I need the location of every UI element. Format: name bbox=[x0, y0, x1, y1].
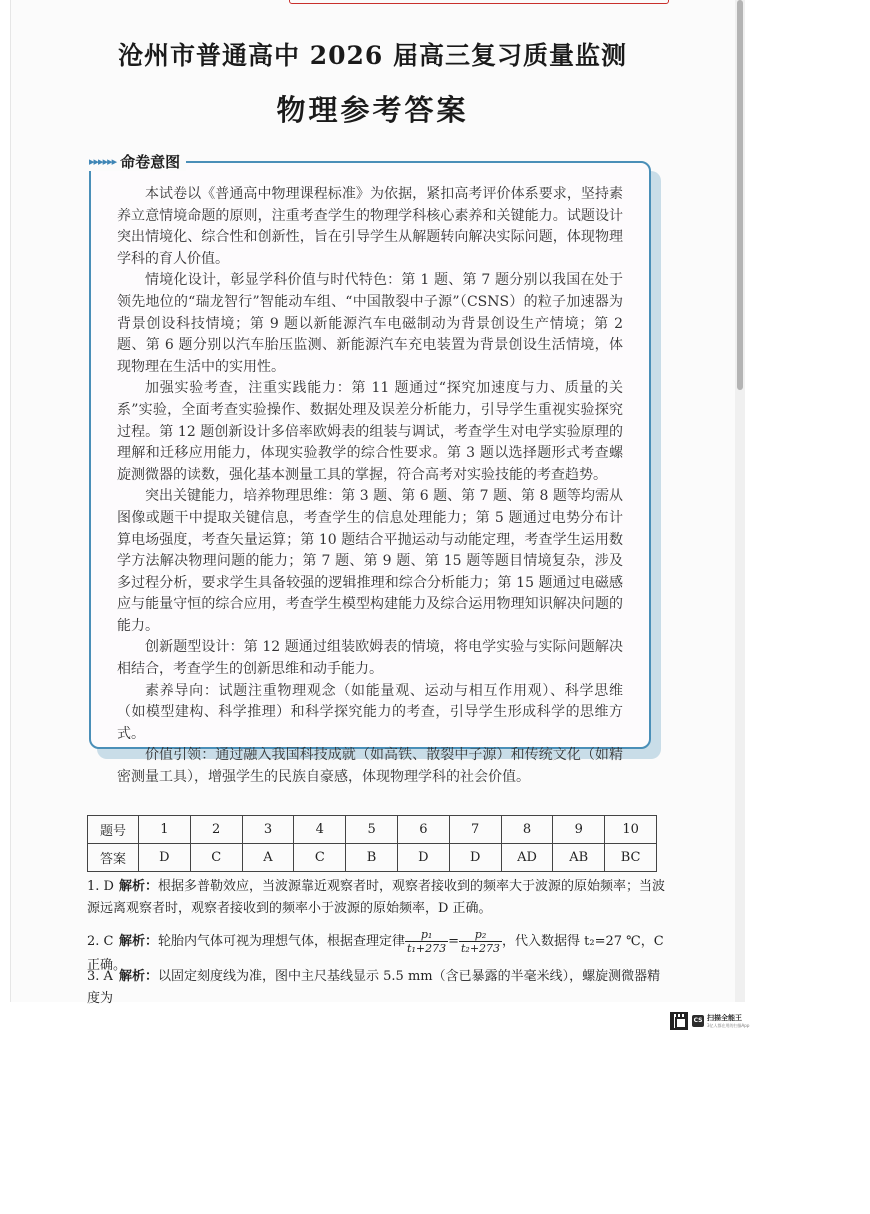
solution-label: 解析： bbox=[119, 879, 159, 894]
question-number-cell: 7 bbox=[449, 816, 501, 844]
solution-number: 1. D bbox=[87, 879, 114, 894]
answer-cell: B bbox=[346, 844, 398, 872]
answer-key-title: 物理参考答案 bbox=[276, 93, 469, 127]
scanner-tagline: 3亿人都在用的扫描App bbox=[707, 1022, 750, 1028]
solution-number: 2. C bbox=[87, 934, 114, 949]
answer-cell: AB bbox=[553, 844, 605, 872]
solution-text-end: ，代入数据得 t₂=27 ℃，C 正确。 bbox=[87, 934, 664, 973]
exam-title: 沧州市普通高中 2026 届高三复习质量监测 bbox=[118, 41, 627, 70]
solution-label: 解析： bbox=[119, 969, 159, 984]
charles-law-fraction-1: $\frac{\text{p₁}}{\text{t₁+273}}$ bbox=[407, 928, 447, 955]
answer-cell: C bbox=[294, 844, 346, 872]
solution-number: 3. A bbox=[87, 969, 113, 984]
answer-cell: C bbox=[190, 844, 242, 872]
answer-table-header-row bbox=[88, 816, 657, 844]
answer-cell: A bbox=[242, 844, 294, 872]
intent-paragraph: 素养导向：试题注重物理观念（如能量观、运动与相互作用观）、科学思维（如模型建构、科学推理）和科学探究能力的考查，引导学生形成科学的思维方式。 bbox=[117, 682, 623, 742]
charles-law-fraction-2: $\frac{\text{p₂}}{\text{t₂+273}}$ bbox=[460, 928, 501, 955]
solution-text: 根据多普勒效应，当波源靠近观察者时，观察者接收到的频率大于波源的原始频率；当波源远离观察者时，观察者接收到的频率小于波源的原始频率，D 正确。 bbox=[87, 879, 666, 916]
question-number-cell: 3 bbox=[242, 816, 294, 844]
answer-cell: D bbox=[397, 844, 449, 872]
answer-cell: BC bbox=[605, 844, 657, 872]
arrow-decoration-icon: ▸▸▸▸▸▸ bbox=[89, 154, 117, 168]
equals-sign: = bbox=[448, 934, 459, 949]
question-number-cell: 10 bbox=[605, 816, 657, 844]
scanner-watermark bbox=[670, 1012, 749, 1030]
intent-paragraph: 突出关键能力，培养物理思维：第 3 题、第 6 题、第 7 题、第 8 题等均需从图像或题干中提取关键信息，考查学生的信息处理能力；第 5 题通过电势分布计算电场强度，考查矢量运算；第 10 题结合平抛运动与动能定理，考查学生运用数学方法解决物理问题的能力；第 7 题、第 9 题、第 15 题等题目情境复杂，涉及多过程分析，要求学生具备较强的逻辑推理和综合分析能力；第 15 题通过电磁感应与能量守恒的综合应用，考查学生模型构建能力及综合运用物理知识解决问题的能力。 bbox=[117, 488, 623, 634]
question-number-cell: 2 bbox=[190, 816, 242, 844]
intent-heading bbox=[89, 151, 186, 171]
answer-cell: D bbox=[449, 844, 501, 872]
question-number-header: 题号 bbox=[88, 816, 139, 844]
answer-cell: D bbox=[139, 844, 191, 872]
question-number-cell: 4 bbox=[294, 816, 346, 844]
qr-code-icon bbox=[670, 1012, 688, 1030]
question-number-cell: 9 bbox=[553, 816, 605, 844]
intent-heading-label: 命卷意图 bbox=[120, 152, 181, 171]
solution-1 bbox=[87, 876, 667, 920]
answer-table-answer-row bbox=[88, 844, 657, 872]
scanner-name: 扫描全能王 bbox=[707, 1013, 742, 1022]
solution-3 bbox=[87, 966, 667, 1010]
answer-table bbox=[87, 815, 657, 872]
intent-paragraph: 本试卷以《普通高中物理课程标准》为依据，紧扣高考评价体系要求，坚持素养立意情境命题的原则，注重考查学生的物理学科核心素养和关键能力。试题设计突出情境化、综合性和创新性，旨在引导学生从解题转向解决实际问题，体现物理学科的育人价值。 bbox=[117, 186, 623, 267]
solution-text: 以固定刻度线为准，图中主尺基线显示 5.5 mm（含已暴露的半毫米线），螺旋测微器精度为 bbox=[87, 969, 661, 1006]
intent-paragraph: 加强实验考查，注重实践能力：第 11 题通过“探究加速度与力、质量的关系”实验，全面考查实验操作、数据处理及误差分析能力，引导学生重视实验探究过程。第 12 题创新设计多倍率欧姆表的组装与调试，考查学生对电学实验原理的理解和迁移应用能力，体现实验教学的综合性要求。第 3 题以选择题形式考查螺旋测微器的读数，强化基本测量工具的掌握，符合高考对实验技能的考查趋势。 bbox=[117, 380, 623, 483]
solution-text: 轮胎内气体可视为理想气体，根据查理定律 bbox=[158, 934, 406, 949]
answer-cell: AD bbox=[501, 844, 553, 872]
camscanner-logo-icon: CS bbox=[692, 1015, 704, 1027]
question-number-cell: 5 bbox=[346, 816, 398, 844]
intent-body bbox=[117, 184, 623, 789]
question-number-cell: 6 bbox=[397, 816, 449, 844]
header-banner-edge bbox=[289, 0, 669, 4]
intent-paragraph: 情境化设计，彰显学科价值与时代特色：第 1 题、第 7 题分别以我国在处于领先地位的“瑞龙智行”智能动车组、“中国散裂中子源”（CSNS）的粒子加速器为背景创设科技情境；第 9 题以新能源汽车电磁制动为背景创设生产情境；第 2 题、第 6 题分别以汽车胎压监测、新能源汽车充电装置为背景创设生活情境，体现物理在生活中的实用性。 bbox=[117, 272, 623, 375]
solution-label: 解析： bbox=[119, 934, 159, 949]
intent-paragraph: 价值引领：通过融入我国科技成就（如高铁、散裂中子源）和传统文化（如精密测量工具），增强学生的民族自豪感，体现物理学科的社会价值。 bbox=[117, 747, 623, 786]
intent-paragraph: 创新题型设计：第 12 题通过组装欧姆表的情境，将电学实验与实际问题解决相结合，考查学生的创新思维和动手能力。 bbox=[117, 639, 623, 678]
question-number-cell: 1 bbox=[139, 816, 191, 844]
question-number-cell: 8 bbox=[501, 816, 553, 844]
answer-header: 答案 bbox=[88, 844, 139, 872]
